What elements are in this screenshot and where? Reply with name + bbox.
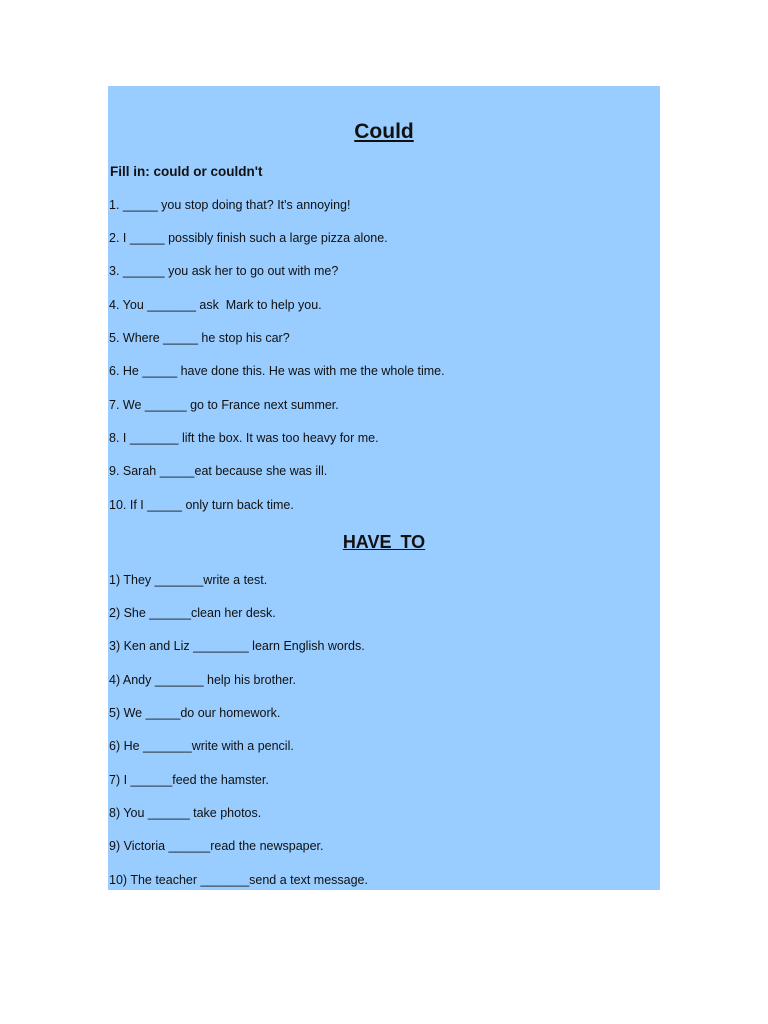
have-to-item-8: 8) You ______ take photos. [109, 806, 262, 820]
could-item-1: 1. _____ you stop doing that? It's annoying! [109, 198, 351, 212]
have-to-heading: HAVE TO [342, 532, 426, 552]
could-item-8: 8. I _______ lift the box. It was too heavy for me. [109, 431, 379, 445]
could-item-6: 6. He _____ have done this. He was with me the whole time. [109, 364, 445, 378]
could-heading: Could [354, 120, 414, 143]
worksheet-panel [108, 86, 660, 890]
have-to-item-6: 6) He _______write with a pencil. [109, 739, 294, 753]
could-item-10: 10. If I _____ only turn back time. [109, 498, 294, 512]
have-to-item-5: 5) We _____do our homework. [109, 706, 281, 720]
have-to-item-7: 7) I ______feed the hamster. [109, 773, 269, 787]
could-item-4: 4. You _______ ask Mark to help you. [109, 298, 322, 312]
have-to-item-3: 3) Ken and Liz ________ learn English words. [109, 639, 365, 653]
could-item-5: 5. Where _____ he stop his car? [109, 331, 290, 345]
have-to-item-9: 9) Victoria ______read the newspaper. [109, 839, 324, 853]
have-to-item-10: 10) The teacher _______send a text message. [109, 873, 368, 887]
could-item-9: 9. Sarah _____eat because she was ill. [109, 464, 328, 478]
have-to-item-4: 4) Andy _______ help his brother. [109, 673, 296, 687]
have-to-item-2: 2) She ______clean her desk. [109, 606, 276, 620]
could-item-3: 3. ______ you ask her to go out with me? [109, 264, 339, 278]
have-to-item-1: 1) They _______write a test. [109, 573, 268, 587]
could-item-7: 7. We ______ go to France next summer. [109, 398, 339, 412]
could-instruction: Fill in: could or couldn't [110, 164, 263, 179]
could-item-2: 2. I _____ possibly finish such a large pizza alone. [109, 231, 388, 245]
